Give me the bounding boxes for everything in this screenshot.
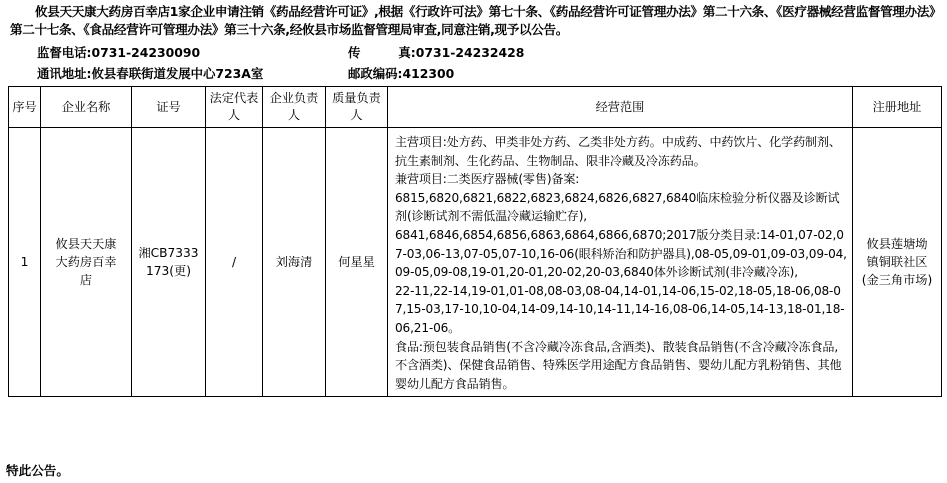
cell-seq: 1 <box>9 128 41 397</box>
cell-company: 攸县天天康大药房百幸店 <box>41 128 132 397</box>
cell-scope <box>388 128 853 397</box>
header-cert: 证号 <box>132 87 206 128</box>
cell-quality: 何星星 <box>326 128 388 397</box>
header-company: 企业名称 <box>41 87 132 128</box>
cell-cert: 湘CB7333173(更) <box>132 128 206 397</box>
address-line <box>37 65 263 83</box>
notice-intro: 攸县天天康大药房百幸店1家企业申请注销《药品经营许可证》,根据《行政许可法》第七十条、《药品经营许可证管理办法》第二十六条、《医疗器械经营监督管理办法》第二十七条、《食品经营许可管理办法》第三十六条,经攸县市场监督管理局审查,同意注销,现予以公告。 <box>10 4 935 37</box>
scope-secondary: 兼营项目:二类医疗器械(零售)备案: <box>395 172 580 187</box>
header-address: 注册地址 <box>853 87 942 128</box>
cancellation-table <box>8 86 942 397</box>
closing-text: 特此公告。 <box>6 463 69 478</box>
header-scope: 经营范围 <box>388 87 853 128</box>
cell-address: 攸县莲塘坳镇铜联社区(金三角市场) <box>853 128 942 397</box>
header-seq: 序号 <box>9 87 41 128</box>
fax-label: 传 <box>348 45 361 60</box>
scope-device-codes-c: 09-05,09-08,19-01,20-01,20-02,20-03,6840体外诊断试剂(非冷藏冷冻), <box>395 265 798 280</box>
table-row <box>9 128 942 397</box>
scope-device-codes-b: 6841,6846,6854,6856,6863,6864,6866,6870;2017版分类目录:14-01,07-02,07-03,06-13,07-05,07-10,16-06(眼科矫治和防护器具),08-05,09-01,09-03,09-04, <box>395 227 847 261</box>
scope-device-codes-a: 6815,6820,6821,6822,6823,6824,6826,6827,6840临床检验分析仪器及诊断试剂(诊断试剂不需低温冷藏运输贮存), <box>395 190 840 224</box>
postcode-value: 412300 <box>402 66 455 81</box>
fax-value: 0731-24232428 <box>415 45 525 60</box>
fax-label-tail: 真: <box>398 45 416 60</box>
postcode-line <box>348 65 454 83</box>
cell-legal: / <box>206 128 263 397</box>
phone-line <box>37 44 200 62</box>
table-header-row <box>9 87 942 128</box>
header-legal: 法定代表人 <box>206 87 263 128</box>
scope-device-codes-d: 22-11,22-14,19-01,01-08,08-03,08-04,14-01,14-06,15-02,18-05,18-06,08-07,15-03,17-10,10-04,14-09,14-10,14-11,14-16,08-06,14-05,14-13,18-01,18-06,21-06。 <box>395 283 845 335</box>
postcode-label: 邮政编码: <box>348 66 403 81</box>
scope-food: 食品:预包装食品销售(不含冷藏冷冻食品,含酒类)、散装食品销售(不含冷藏冷冻食品,不含酒类)、保健食品销售、特殊医学用途配方食品销售、婴幼儿配方乳粉销售、其他婴幼儿配方食品销售。 <box>395 339 842 391</box>
fax-line <box>348 44 524 62</box>
phone-label: 监督电话: <box>37 45 92 60</box>
phone-value: 0731-24230090 <box>91 45 201 60</box>
header-principal: 企业负责人 <box>263 87 326 128</box>
address-label: 通讯地址: <box>37 66 92 81</box>
cell-principal: 刘海清 <box>263 128 326 397</box>
header-quality: 质量负责人 <box>326 87 388 128</box>
address-value: 攸县春联街道发展中心723A室 <box>91 66 264 81</box>
scope-main: 主营项目:处方药、甲类非处方药、乙类非处方药。中成药、中药饮片、化学药制剂、抗生素制剂、生化药品、生物制品、限非冷藏及冷冻药品。 <box>395 135 841 168</box>
